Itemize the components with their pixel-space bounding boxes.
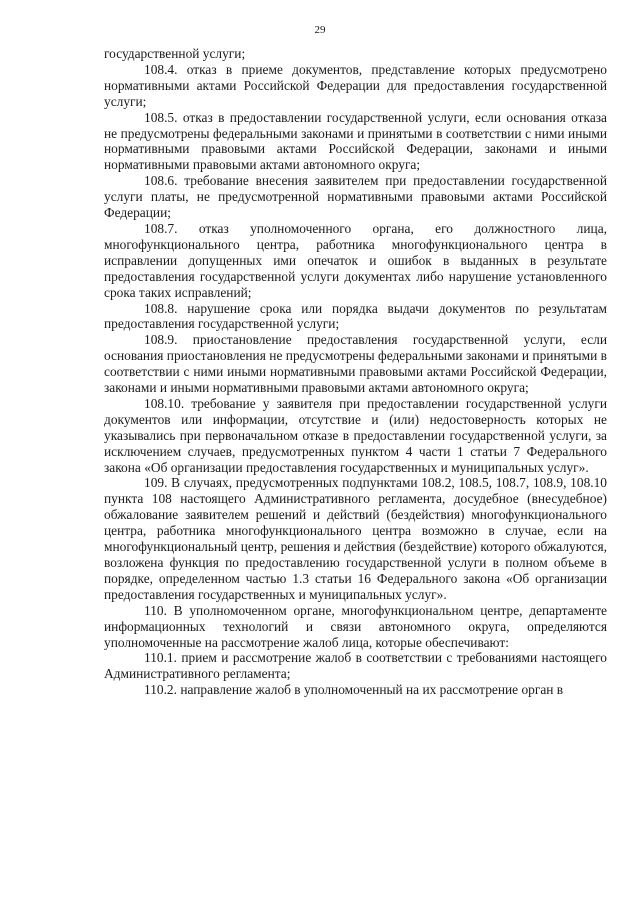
paragraph-109: 109. В случаях, предусмотренных подпунктами 108.2, 108.5, 108.7, 108.9, 108.10 пункта 108 настоящего Административного регламента, досудебное (внесудебное) обжалование заявителем решений и действий (бездействия) многофункционального центра, работника многофункционального центра возможно в случае, если на многофункциональный центр, решения и действия (бездействие) которого обжалуются, возложена функция по предоставлению государственной услуги в полном объеме в порядке, определенном частью 1.3 статьи 16 Федерального закона «Об организации предоставления государственных и муниципальных услуг».: [104, 475, 607, 602]
paragraph-108-9: 108.9. приостановление предоставления государственной услуги, если основания приостановления не предусмотрены федеральными законами и принятыми в соответствии с ними иными нормативными правовыми актами Российской Федерации, законами и иными нормативными правовыми актами автономного округа;: [104, 332, 607, 396]
page-number: 29: [314, 24, 326, 36]
paragraph-108-8: 108.8. нарушение срока или порядка выдачи документов по результатам предоставления государственной услуги;: [104, 300, 607, 332]
paragraph: государственной услуги;: [104, 46, 246, 61]
paragraph-108-10: 108.10. требование у заявителя при предоставлении государственной услуги документов или информации, отсутствие и (или) недостоверность которых не указывались при первоначальном отказе в предоставлении государственной услуги, за исключением случаев, предусмотренных пунктом 4 части 1 статьи 7 Федерального закона «Об организации предоставления государственных и муниципальных услуг».: [104, 395, 607, 475]
paragraph-110-1: 110.1. прием и рассмотрение жалоб в соответствии с требованиями настоящего Административного регламента;: [104, 650, 607, 682]
paragraph-110-2: 110.2. направление жалоб в уполномоченный на их рассмотрение орган в: [144, 682, 564, 698]
paragraph-108-5: 108.5. отказ в предоставлении государственной услуги, если основания отказа не предусмотрены федеральными законами и принятыми в соответствии с ними иными нормативными правовыми актами Российской Федерации, законами и иными нормативными правовыми актами автономного округа;: [104, 109, 607, 173]
document-body: [104, 46, 607, 698]
paragraph-108-7: 108.7. отказ уполномоченного органа, его должностного лица, многофункционального центра, работника многофункционального центра в исправлении допущенных ими опечаток и ошибок в выданных в результате предоставления государственной услуги документах либо нарушение установленного срока таких исправлений;: [104, 220, 607, 300]
paragraph-108-6: 108.6. требование внесения заявителем при предоставлении государственной услуги платы, не предусмотренной нормативными правовыми актами Российской Федерации;: [104, 173, 607, 221]
paragraph-110: 110. В уполномоченном органе, многофункциональном центре, департаменте информационных технологий и связи автономного округа, определяются уполномоченные на рассмотрение жалоб лица, которые обеспечивают:: [104, 602, 607, 650]
paragraph-108-4: 108.4. отказ в приеме документов, представление которых предусмотрено нормативными актами Российской Федерации для предоставления государственной услуги;: [104, 61, 607, 109]
